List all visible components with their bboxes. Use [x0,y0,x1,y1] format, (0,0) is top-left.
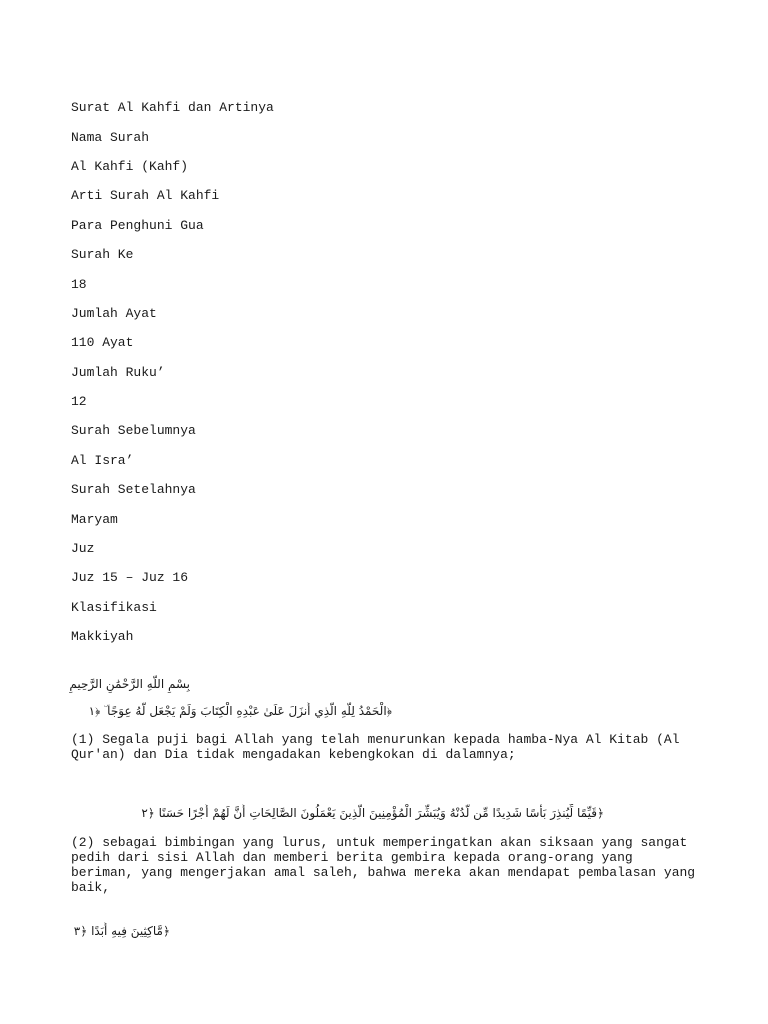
info-value-jumlah-ayat: 110 Ayat [71,335,134,350]
info-value-jumlah-ruku: 12 [71,394,87,409]
info-label-klasifikasi: Klasifikasi [71,600,157,615]
info-value-surah-ke: 18 [71,277,87,292]
verse-2-translation: (2) sebagai bimbingan yang lurus, untuk memperingatkan akan siksaan yang sangat pedih dari sisi Allah dan memberi berita gembira kepada orang-orang yang beriman, yang mengerjakan amal saleh, bahwa mereka akan mendapat pembalasan yang baik, [71,835,696,895]
info-label-jumlah-ruku: Jumlah Ruku’ [71,365,165,380]
info-value-surah-sebelumnya: Al Isra’ [71,453,134,468]
info-label-nama-surah: Nama Surah [71,130,150,145]
info-value-surah-setelahnya: Maryam [71,512,118,527]
info-label-surah-ke: Surah Ke [71,247,134,262]
info-label-surah-sebelumnya: Surah Sebelumnya [71,423,196,438]
info-label-jumlah-ayat: Jumlah Ayat [71,306,157,321]
page-title: Surat Al Kahfi dan Artinya [71,100,274,115]
info-label-surah-setelahnya: Surah Setelahnya [71,482,196,497]
info-value-nama-surah: Al Kahfi (Kahf) [71,159,189,174]
info-value-klasifikasi: Makkiyah [71,629,134,644]
basmalah: بِسْمِ اللَّهِ الرَّحْمَٰنِ الرَّحِيمِ [69,677,190,691]
verse-2-arabic: ﴿قَيِّمًا لِّيُنذِرَ بَأْسًا شَدِيدًا مِّن لَّدُنْهُ وَيُبَشِّرَ الْمُؤْمِنِينَ الَّذِينَ يَعْمَلُونَ الصَّالِحَاتِ أَنَّ لَهُمْ أَجْرًا حَسَنًا ﴿٢ [141,806,604,820]
verse-1-translation: (1) Segala puji bagi Allah yang telah menurunkan kepada hamba-Nya Al Kitab (Al Qur'an) dan Dia tidak mengadakan kebengkokan di dalamnya; [71,732,680,762]
info-value-juz: Juz 15 – Juz 16 [71,570,189,585]
info-value-arti-surah: Para Penghuni Gua [71,218,204,233]
info-label-arti-surah: Arti Surah Al Kahfi [71,188,220,203]
info-label-juz: Juz [71,541,95,556]
verse-1-arabic: ﴿الْحَمْدُ لِلَّهِ الَّذِي أَنزَلَ عَلَىٰ عَبْدِهِ الْكِتَابَ وَلَمْ يَجْعَل لَّهُ عِوَجًا ۜ ﴿١ [88,704,392,718]
verse-3-arabic: ﴿مَّاكِثِينَ فِيهِ أَبَدًا ﴿٣ [73,924,170,938]
